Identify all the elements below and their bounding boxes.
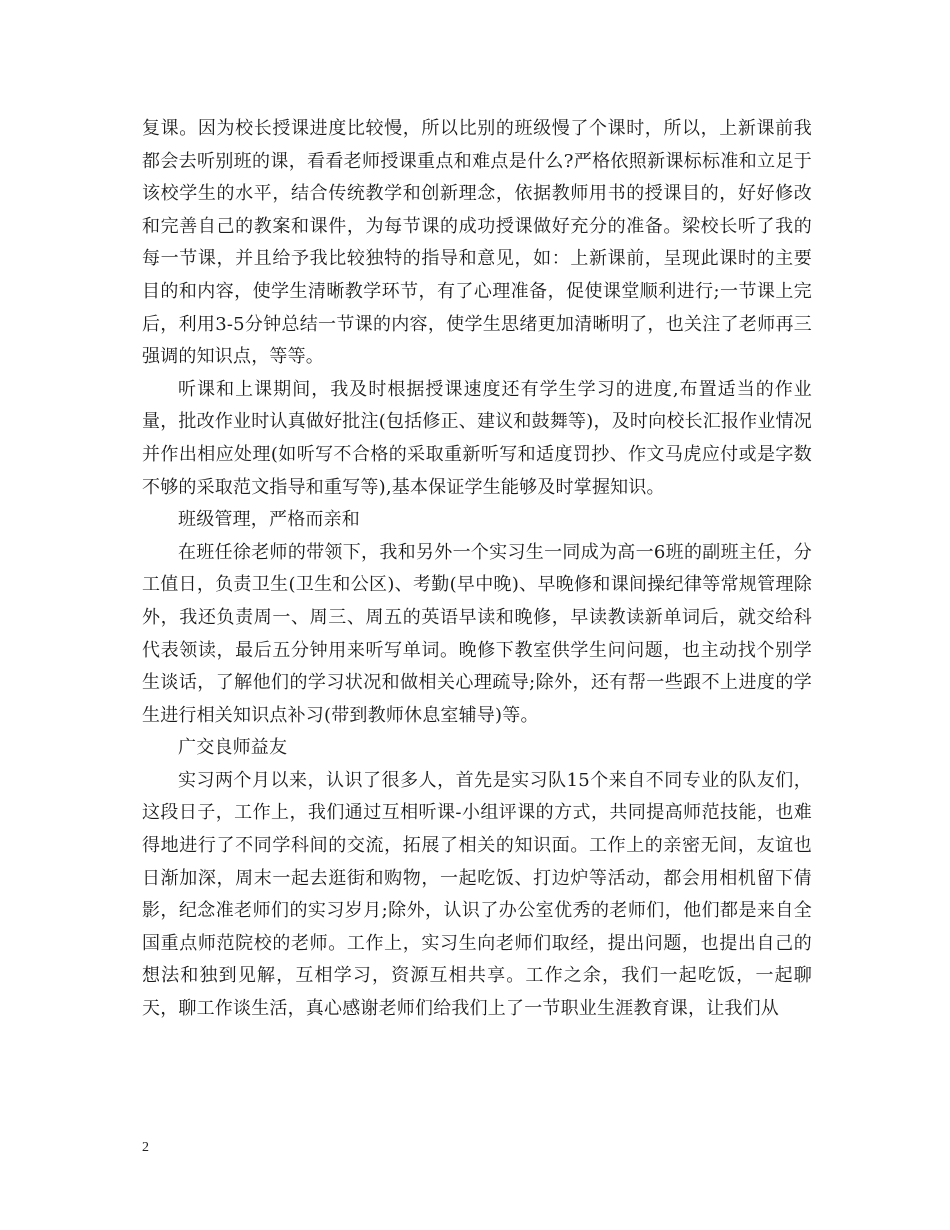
document-body <box>142 113 812 1026</box>
page-number: 2 <box>142 1140 149 1155</box>
paragraph-2: 听课和上课期间，我及时根据授课速度还有学生学习的进度,布置适当的作业量，批改作业时认真做好批注(包括修正、建议和鼓舞等)，及时向校长汇报作业情况并作出相应处理(如听写不合格的采取重新听写和适度罚抄、作文马虎应付或是字数不够的采取范文指导和重写等),基本保证学生能够及时掌握知识。 <box>142 378 812 498</box>
section-heading-friends: 广交良师益友 <box>178 737 288 759</box>
paragraph-6: 实习两个月以来，认识了很多人，首先是实习队15个来自不同专业的队友们，这段日子，工作上，我们通过互相听课-小组评课的方式，共同提高师范技能，也难得地进行了不同学科间的交流，拓展了相关的知识面。工作上的亲密无间，友谊也日渐加深，周末一起去逛街和购物，一起吃饭、打边炉等活动，都会用相机留下倩影，纪念准老师们的实习岁月;除外，认识了办公室优秀的老师们，他们都是来自全国重点师范院校的老师。工作上，实习生向老师们取经，提出问题，也提出自己的想法和独到见解，互相学习，资源互相共享。工作之余，我们一起吃饭，一起聊天，聊工作谈生活，真心感谢老师们给我们上了一节职业生涯教育课，让我们从 <box>142 769 812 1020</box>
paragraph-4: 在班任徐老师的带领下，我和另外一个实习生一同成为高一6班的副班主任，分工值日，负责卫生(卫生和公区)、考勤(早中晚)、早晚修和课间操纪律等常规管理除外，我还负责周一、周三、周五的英语早读和晚修，早读教读新单词后，就交给科代表领读，最后五分钟用来听写单词。晚修下教室供学生问问题，也主动找个别学生谈话，了解他们的学习状况和做相关心理疏导;除外，还有帮一些跟不上进度的学生进行相关知识点补习(带到教师休息室辅导)等。 <box>142 541 812 726</box>
paragraph-1: 复课。因为校长授课进度比较慢，所以比别的班级慢了个课时，所以，上新课前我都会去听别班的课，看看老师授课重点和难点是什么?严格依照新课标标准和立足于该校学生的水平，结合传统教学和创新理念，依据教师用书的授课目的，好好修改和完善自己的教案和课件，为每节课的成功授课做好充分的准备。梁校长听了我的每一节课，并且给予我比较独特的指导和意见，如：上新课前，呈现此课时的主要目的和内容，使学生清晰教学环节，有了心理准备，促使课堂顺利进行;一节课上完后，利用3-5分钟总结一节课的内容，使学生思绪更加清晰明了，也关注了老师再三强调的知识点，等等。 <box>142 118 812 368</box>
section-heading-class-management: 班级管理，严格而亲和 <box>178 509 360 531</box>
